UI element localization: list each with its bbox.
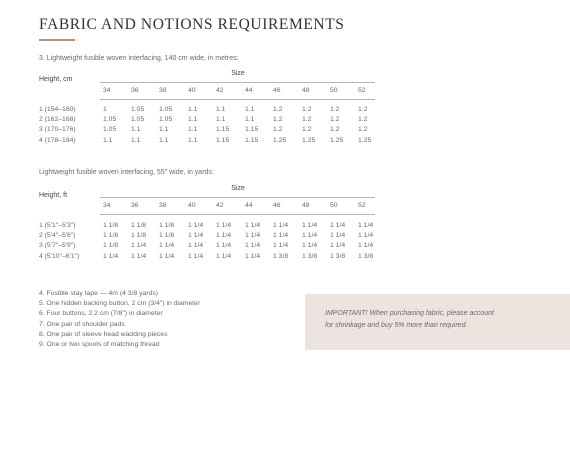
table-cell: 1 1/4 xyxy=(188,222,204,229)
table-cell: 1.05 xyxy=(131,116,145,124)
table-cell: 1 1/4 xyxy=(216,242,232,250)
notions-item: 8. One pair of sleeve head wadding pieces xyxy=(39,330,168,338)
table-cell: 1 1/8 xyxy=(159,222,175,229)
size-column-header: 52 xyxy=(358,202,366,209)
table-cell: 1 1/4 xyxy=(188,232,204,240)
table-cell: 1 1/4 xyxy=(358,242,374,250)
table-cell: 1.1 xyxy=(188,136,198,144)
table-cell: 1 3/8 xyxy=(273,252,289,260)
size-column-header: 40 xyxy=(188,202,196,209)
table-cell: 1.15 xyxy=(216,136,230,144)
table1-caption: 3. Lightweight fusible woven interfacing, 140 cm wide, in metres: xyxy=(39,55,239,62)
table-cell: 1.2 xyxy=(273,126,283,134)
table-cell: 1.1 xyxy=(103,136,113,144)
important-note xyxy=(305,294,570,350)
table-cell: 1 1/4 xyxy=(188,242,204,250)
table-cell: 1 1/4 xyxy=(131,242,147,250)
table1-size-header: Size xyxy=(231,70,245,77)
height-label: 4 (5'10"–6'1") xyxy=(39,252,80,260)
table-cell: 1 1/4 xyxy=(245,232,261,240)
table-cell: 1 1/8 xyxy=(159,232,175,240)
height-label: 2 (162–168) xyxy=(39,116,76,124)
size-column-header: 38 xyxy=(159,202,167,209)
table-cell: 1.2 xyxy=(273,106,283,113)
size-column-header: 48 xyxy=(302,202,310,209)
table-cell: 1 1/4 xyxy=(188,252,204,260)
table-cell: 1 1/4 xyxy=(245,222,261,229)
table-cell: 1.05 xyxy=(103,116,117,124)
table-cell: 1 1/4 xyxy=(131,252,147,260)
size-column-header: 50 xyxy=(330,202,338,209)
size-column-header: 42 xyxy=(216,202,224,209)
table1-header-rule xyxy=(100,82,375,83)
table-cell: 1 1/4 xyxy=(245,252,261,260)
table-cell: 1.1 xyxy=(188,106,198,113)
notions-list xyxy=(39,289,200,350)
size-column-header: 36 xyxy=(131,87,139,94)
table-cell: 1.1 xyxy=(188,116,198,124)
table-cell: 1 1/4 xyxy=(273,222,289,229)
notions-item: 6. Four buttons, 2.2 cm (7/8") in diameter xyxy=(39,310,163,318)
size-column-header: 40 xyxy=(188,87,196,94)
table-cell: 1.2 xyxy=(302,106,312,113)
size-column-header: 36 xyxy=(131,202,139,209)
table-cell: 1.1 xyxy=(245,106,255,113)
size-column-header: 38 xyxy=(159,87,167,94)
table-cell: 1.1 xyxy=(216,106,226,113)
page-title: FABRIC AND NOTIONS REQUIREMENTS xyxy=(39,16,345,33)
table-cell: 1 1/4 xyxy=(302,222,318,229)
table-cell: 1.1 xyxy=(131,126,141,134)
title-underline xyxy=(39,39,75,41)
table-cell: 1.2 xyxy=(358,126,368,134)
size-column-header: 50 xyxy=(330,87,338,94)
table-cell: 1 1/4 xyxy=(216,222,232,229)
table-cell: 1 1/8 xyxy=(103,222,119,229)
size-column-header: 34 xyxy=(103,87,111,94)
table-cell: 1.2 xyxy=(302,116,312,124)
size-column-header: 52 xyxy=(358,87,366,94)
table-cell: 1.05 xyxy=(131,106,145,113)
table-cell: 1.15 xyxy=(216,126,230,134)
table-cell: 1 1/8 xyxy=(131,232,147,240)
table-cell: 1.1 xyxy=(188,126,198,134)
table-cell: 1 1/4 xyxy=(330,242,346,250)
table-cell: 1.05 xyxy=(159,106,173,113)
table-cell: 1.15 xyxy=(245,136,259,144)
table-cell: 1 1/4 xyxy=(273,232,289,240)
height-label: 1 (5'1"–5'3") xyxy=(39,222,76,229)
table-cell: 1.25 xyxy=(358,136,372,144)
size-column-header: 34 xyxy=(103,202,111,209)
size-column-header: 42 xyxy=(216,87,224,94)
table-cell: 1 1/8 xyxy=(103,242,119,250)
height-label: 4 (178–184) xyxy=(39,136,76,144)
size-column-header: 46 xyxy=(273,87,281,94)
table-cell: 1.2 xyxy=(330,106,340,113)
table-cell: 1.1 xyxy=(216,116,226,124)
table-cell: 1 1/4 xyxy=(358,222,374,229)
table-cell: 1 3/8 xyxy=(302,252,318,260)
table2-body-rule xyxy=(100,214,375,215)
height-label: 1 (154–160) xyxy=(39,106,76,113)
table-cell: 1.1 xyxy=(159,136,169,144)
table-cell: 1.1 xyxy=(131,136,141,144)
table-cell: 1.25 xyxy=(302,136,316,144)
table-cell: 1.2 xyxy=(330,126,340,134)
size-column-header: 44 xyxy=(245,87,253,94)
notions-item: 4. Fusible stay tape — 4m (4 3/8 yards) xyxy=(39,290,158,297)
table-cell: 1 1/4 xyxy=(302,242,318,250)
table-cell: 1 1/4 xyxy=(330,222,346,229)
important-text: When purchasing fabric, please account xyxy=(367,310,494,317)
table-cell: 1.25 xyxy=(273,136,287,144)
table-cell: 1 1/4 xyxy=(245,242,261,250)
table-cell: 1.2 xyxy=(330,116,340,124)
size-column-header: 44 xyxy=(245,202,253,209)
notions-item: 5. One hidden backing button, 2 cm (3/4") in diameter xyxy=(39,300,201,308)
height-label: 3 (5'7"–5'9") xyxy=(39,242,76,250)
size-column-header: 46 xyxy=(273,202,281,209)
table-cell: 1.25 xyxy=(330,136,344,144)
table-cell: 1 1/8 xyxy=(103,232,119,240)
table-cell: 1.1 xyxy=(245,116,255,124)
notions-item: 7. One pair of shoulder pads xyxy=(39,320,125,328)
table-cell: 1 1/4 xyxy=(216,232,232,240)
table-cell: 1.05 xyxy=(159,116,173,124)
table-cell: 1 1/4 xyxy=(159,252,175,260)
table2-caption: Lightweight fusible woven interfacing, 55" wide, in yards: xyxy=(39,169,214,176)
table1-row-header: Height, cm xyxy=(39,76,73,83)
table-cell: 1 1/4 xyxy=(330,232,346,240)
table-cell: 1 1/4 xyxy=(216,252,232,260)
table2-size-header: Size xyxy=(231,185,245,192)
table-cell: 1.2 xyxy=(302,126,312,134)
table-cell: 1 3/8 xyxy=(330,252,346,260)
table-cell: 1 1/8 xyxy=(131,222,147,229)
table-cell: 1.15 xyxy=(245,126,259,134)
table2-row-header: Height, ft xyxy=(39,192,68,199)
table-cell: 1 1/4 xyxy=(159,242,175,250)
table-cell: 1 1/4 xyxy=(103,252,119,260)
table-cell: 1.2 xyxy=(358,116,368,124)
table-cell: 1 1/4 xyxy=(302,232,318,240)
table2-header-rule xyxy=(100,197,375,198)
table-cell: 1 1/4 xyxy=(273,242,289,250)
height-label: 3 (170–176) xyxy=(39,126,76,134)
important-line-2: for shrinkage and buy 5% more than required. xyxy=(325,322,468,329)
table-cell: 1.05 xyxy=(103,126,117,134)
table-cell: 1.1 xyxy=(159,126,169,134)
table-cell: 1.2 xyxy=(358,106,368,113)
table-cell: 1.2 xyxy=(273,116,283,124)
notions-item: 9. One or two spools of matching thread xyxy=(39,341,160,349)
table-cell: 1 1/4 xyxy=(358,232,374,240)
table1-body-rule xyxy=(100,99,375,100)
size-column-header: 48 xyxy=(302,87,310,94)
table-cell: 1 3/8 xyxy=(358,252,374,260)
height-label: 2 (5'4"–5'6") xyxy=(39,232,76,240)
table-cell: 1 xyxy=(103,106,107,113)
important-line-1 xyxy=(325,308,570,320)
important-emphasis: IMPORTANT! xyxy=(325,310,368,317)
